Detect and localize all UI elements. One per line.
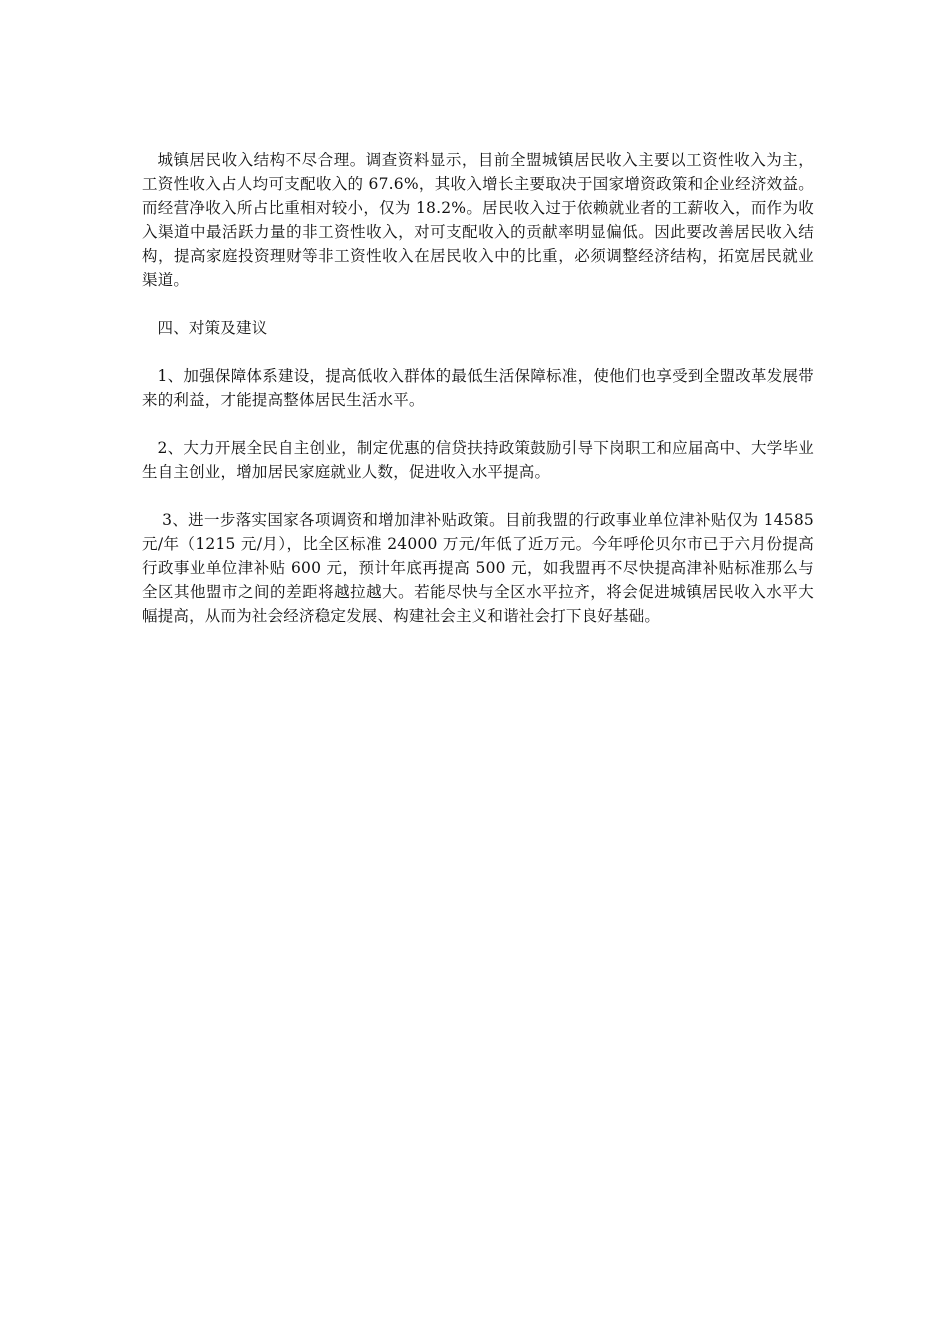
- paragraph-income-structure: 城镇居民收入结构不尽合理。调查资料显示，目前全盟城镇居民收入主要以工资性收入为主，工资性收入占人均可支配收入的 67.6%，其收入增长主要取决于国家增资政策和企业经济效益。而经营净收入所占比重相对较小，仅为 18.2%。居民收入过于依赖就业者的工薪收入，而作为收入渠道中最活跃力量的非工资性收入，对可支配收入的贡献率明显偏低。因此要改善居民收入结构，提高家庭投资理财等非工资性收入在居民收入中的比重，必须调整经济结构，拓宽居民就业渠道。: [142, 151, 814, 289]
- document-body: [142, 148, 814, 628]
- recommendation-1: 1、加强保障体系建设，提高低收入群体的最低生活保障标准，使他们也享受到全盟改革发展带来的利益，才能提高整体居民生活水平。: [142, 367, 814, 409]
- recommendation-2: 2、大力开展全民自主创业，制定优惠的信贷扶持政策鼓励引导下岗职工和应届高中、大学毕业生自主创业，增加居民家庭就业人数，促进收入水平提高。: [142, 439, 814, 481]
- section-heading: 四、对策及建议: [157, 319, 268, 337]
- recommendation-3: 3、进一步落实国家各项调资和增加津补贴政策。目前我盟的行政事业单位津补贴仅为 14585 元/年（1215 元/月），比全区标准 24000 万元/年低了近万元。今年呼伦贝尔市已于六月份提高行政事业单位津补贴 600 元，预计年底再提高 500 元，如我盟再不尽快提高津补贴标准那么与全区其他盟市之间的差距将越拉越大。若能尽快与全区水平拉齐，将会促进城镇居民收入水平大幅提高，从而为社会经济稳定发展、构建社会主义和谐社会打下良好基础。: [142, 511, 814, 625]
